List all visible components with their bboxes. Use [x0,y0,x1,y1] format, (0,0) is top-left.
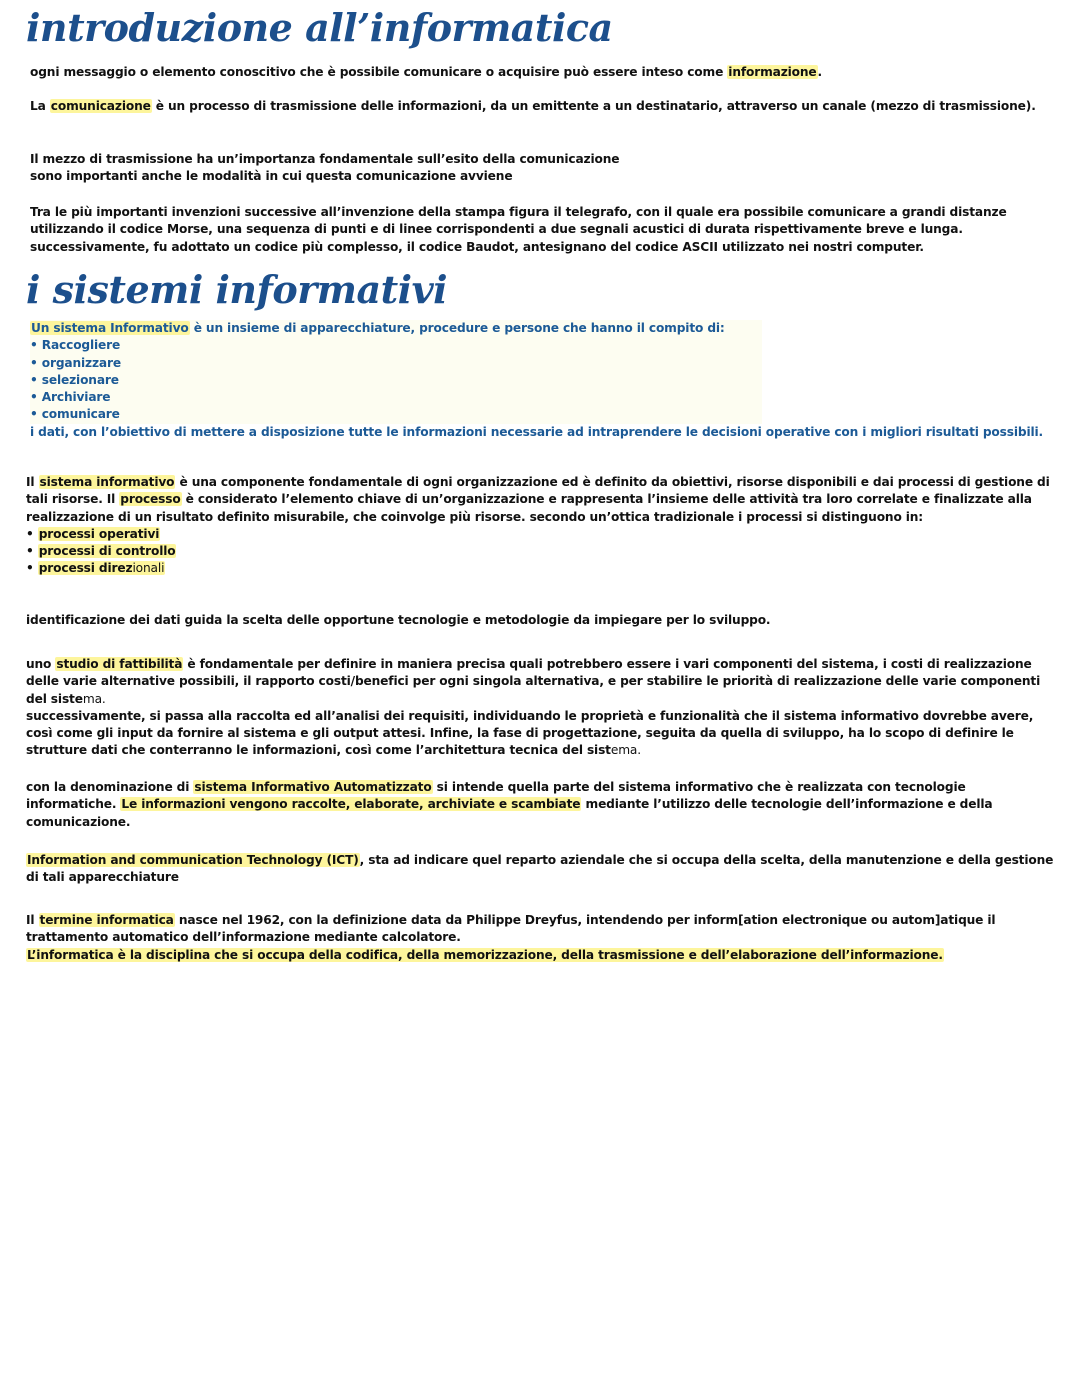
list-item: • processi direzionali [26,561,165,576]
section-title-introduzione: introduzione all’informatica [26,5,613,50]
paragraph-sistema-processo: Il sistema informativo è una componente fondamentale di ogni organizzazione ed è definito da obiettivi, risorse disponibili e dai processi di gestione di tali risorse. Il processo è considerato l’elemento chiave di un’organizzazione e rappresenta l’insieme delle attività tra loro correlate e finalizzate alla realizzazione di un risultato definito misurabile, che coinvolge più risorse. secondo un’ottica tradizionale i processi si distinguono in: • processi operativi • processi di controllo • processi direzionali [26,474,1054,578]
process-list [26,526,1054,578]
task-list [30,337,762,423]
highlight-informazioni-raccolte: Le informazioni vengono raccolte, elaborate, archiviate e scambiate [121,797,581,812]
paragraph-sistema-automatizzato: con la denominazione di sistema Informativo Automatizzato si intende quella parte del sistema informativo che è realizzata con tecnologie informatiche. Le informazioni vengono raccolte, elaborate, archiviate e scambiate mediante l’utilizzo delle tecnologie dell’informazione e della comunicazione. [26,780,993,829]
highlight-sistema-informativo: Un sistema Informativo [31,321,189,335]
section-title-sistemi-informativi: i sistemi informativi [26,267,448,312]
highlight-informazione: informazione [728,65,817,79]
definition-sistema-informativo: Un sistema Informativo è un insieme di apparecchiature, procedure e persone che hanno il compito di: • Raccogliere • organizzare • selezionare • Archiviare • comunicare i dati, con l’obiettivo di mettere a disposizione tutte le informazioni necessarie ad intraprendere le decisioni operative con i migliori risultati possibili. [30,321,1044,439]
highlight-definizione-informatica: L’informatica è la disciplina che si occupa della codifica, della memorizzazione, della trasmissione e dell’elaborazione dell’informazione. [27,947,943,962]
paragraph-telegrafo: Tra le più importanti invenzioni successive all’invenzione della stampa figura il telegrafo, con il quale era possibile comunicare a grandi distanze utilizzando il codice Morse, una sequenza di punti e di linee corrispondenti a due segnali acustici di durata rispettivamente breve e lunga. successivamente, fu adottato un codice più complesso, il codice Baudot, antesignano del codice ASCII utilizzato nei nostri computer. [30,205,1007,254]
list-item: • selezionare [30,372,119,387]
paragraph-identificazione-dati: identificazione dei dati guida la scelta delle opportune tecnologie e metodologie da impiegare per lo sviluppo. [26,613,771,627]
highlight-ict: Information and communication Technology (ICT) [27,853,359,867]
highlight-processo: processo [120,492,181,507]
paragraph-termine-informatica: Il termine informatica nasce nel 1962, con la definizione data da Philippe Dreyfus, intendendo per inform[ation electronique ou autom]atique il trattamento automatico dell’informazione mediante calcolatore. L’informatica è la disciplina che si occupa della codifica, della memorizzazione, della trasmissione e dell’elaborazione dell’informazione. [26,913,996,962]
paragraph-comunicazione: La comunicazione è un processo di trasmissione delle informazioni, da un emittente a un destinatario, attraverso un canale (mezzo di trasmissione). [30,99,1036,113]
paragraph-mezzo-trasmissione: Il mezzo di trasmissione ha un’importanza fondamentale sull’esito della comunicazione sono importanti anche le modalità in cui questa comunicazione avviene [30,152,620,184]
highlight-termine-informatica: termine informatica [39,913,174,927]
highlight-sistema-informativo-2: sistema informativo [39,475,175,489]
list-item: • processi operativi [26,526,160,541]
list-item: • processi di controllo [26,544,176,559]
list-item: • Raccogliere [30,338,121,353]
highlight-sistema-automatizzato: sistema Informativo Automatizzato [194,780,432,794]
highlight-comunicazione: comunicazione [50,99,151,113]
paragraph-informazione: ogni messaggio o elemento conoscitivo che è possibile comunicare o acquisire può essere inteso come informazione. [30,65,823,79]
highlight-processi-direzionali: processi direzionali [38,561,165,576]
definition-box: Un sistema Informativo è un insieme di apparecchiature, procedure e persone che hanno il compito di: • Raccogliere • organizzare • selezionare • Archiviare • comunicare [30,320,762,424]
list-item: • comunicare [30,407,120,422]
list-item: • organizzare [30,355,121,370]
list-item: • Archiviare [30,390,111,405]
highlight-studio-fattibilita: studio di fattibilità [56,657,183,671]
paragraph-ict: Information and communication Technology (ICT), sta ad indicare quel reparto aziendale che si occupa della scelta, della manutenzione e della gestione di tali apparecchiature [26,853,1054,885]
highlight-processi-operativi: processi operativi [38,526,160,541]
highlight-processi-controllo: processi di controllo [38,544,176,559]
paragraph-studio-fattibilita: uno studio di fattibilità è fondamentale per definire in maniera precisa quali potrebbero essere i vari componenti del sistema, i costi di realizzazione delle varie alternative possibili, il rapporto costi/benefici per ogni singola alternativa, e per stabilire le priorità di realizzazione delle varie componenti del sistema. successivamente, si passa alla raccolta ed all’analisi dei requisiti, individuando le proprietà e funzionalità che il sistema informativo dovrebbe avere, così come gli input da fornire al sistema e gli output attesi. Infine, la fase di progettazione, seguita da quella di sviluppo, ha lo scopo di definire le strutture dati che conterranno le informazioni, così come l’architettura tecnica del sistema. [26,657,1041,758]
